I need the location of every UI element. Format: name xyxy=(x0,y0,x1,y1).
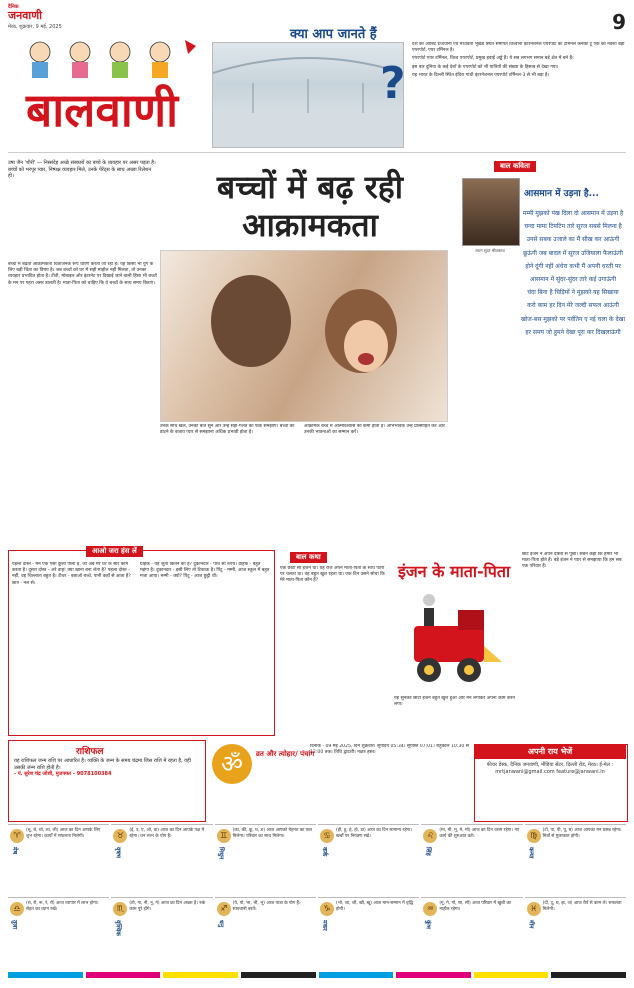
color-registration-bar xyxy=(8,972,626,978)
zodiac-icon: ♓ xyxy=(527,902,541,916)
poem-line: उनसे सबक उजाले का मैं सीख कर आऊंगी xyxy=(526,236,620,244)
horoscope-cell: ♉ वृषभ (ई, उ, ए, ओ, वा) आज का दिन आपके पक्ष में रहेगा। धन लाभ के योग हैं। xyxy=(111,824,212,895)
page-number: 9 xyxy=(612,10,626,34)
zodiac-icon: ♉ xyxy=(113,829,127,843)
poem-section-label: बाल कविता xyxy=(494,161,536,172)
horoscope-cell: ♎ तुला (रा, री, रू, रे, रो) आज व्यापार में लाभ होगा। सेहत का ध्यान रखें। xyxy=(8,897,109,968)
poem-line: चंदा बिना है चिड़ियों ने मुझको यह सिखाया xyxy=(527,289,619,297)
article-column-left: बच्चों में बढ़ती आक्रामकता चिंताजनक रूप धारण करती जा रही है। यह किसी भी युग के लिए बड़ी चिंता का विषय है। जब बच्चों को घर में सही माहौल नहीं मिलता, तो उनका व्यवहार प्रभावित होता है। टीवी, मोबाइल और इंटरनेट पर दिखाई जाने वाली हिंसा भी बच्चों के मन पर गहरा असर डालती है। माता-पिता को चाहिए कि वे बच्चों के साथ समय बिताएं। xyxy=(8,262,157,286)
poem-body xyxy=(520,210,626,540)
zodiac-icon: ♎ xyxy=(10,902,24,916)
story-section-label: बाल कथा xyxy=(290,552,327,563)
poem-line: छूऊंगी जब बादल में सूरज उजियाला फैलाऊंगी xyxy=(523,249,623,257)
story-column-1: एक छोटा सा इंजन था। वह रोज अपने माता-पिता के साथ पटरी पर चलता था। वह बहुत खुश रहता था। एक दिन उसने सोचा कि मेरे माता-पिता कौन हैं? xyxy=(280,566,385,584)
zodiac-icon: ♋ xyxy=(320,829,334,843)
list-item: एयरपोर्ट एयर टर्मिनल, विश्व एयरपोर्ट, प्रमुख हवाई अड्डे हैं। ये सब लगभग समान बड़े क्षेत्र में बने हैं। xyxy=(412,56,574,62)
kya-aap-jante-heading: क्या आप जानते हैं xyxy=(290,27,377,42)
zodiac-icon: ♏ xyxy=(113,902,127,916)
poem-line: करो काम हर दिन मेरे जल्दी सफल आऊंगी xyxy=(527,302,619,310)
horoscope-cell: ♊ मिथुन (का, की, कू, घ, ङ) आज आपको मेहनत का फल मिलेगा। परिवार का साथ मिलेगा। xyxy=(215,824,316,895)
list-item: यह भारत के दिल्ली स्थित इंदिरा गांधी इंटरनेशनल एयरपोर्ट टर्मिनल-3 से भी बड़ा है। xyxy=(412,72,550,78)
om-icon: ॐ xyxy=(212,744,252,784)
list-item: देश की ऑर्बिट राजधानी एवं मध्यवर्ती भूखंड स्थित समर्पित विश्वानी इंटरनेशनल एयरपोर्ट का टर्मिनल कनेक्ट टू एक का नक्शा बड़ा एयरपोर्ट, एयर टर्मिनल है। xyxy=(412,42,625,54)
zodiac-icon: ♈ xyxy=(10,829,24,843)
feedback-address: फीचर डेस्क, दैनिक जनवाणी, मीडिया सेंटर, दिल्ली रोड, मेरठ। ई-मेल : mrtjanwani@gmail.com feature@janwani.in xyxy=(486,762,614,775)
jokes-column-left: पहला दोस्त - मैंने एक ऐसा कुत्ता पाला है, जो अब मेरे घर के सारे काम करता है। दूसरा दोस्त - अरे वाह! क्या खाना बना लेता है? पहला दोस्त - नहीं, वह चिल्लाता बहुत है। टीचर - बताओ बच्चे, पानी कहाँ से आता है? छात्र - नल से। xyxy=(12,562,131,586)
zodiac-icon: ♌ xyxy=(423,829,437,843)
zodiac-icon: ♊ xyxy=(217,829,231,843)
article-headline: बच्चों में बढ़ रही आक्रामकता xyxy=(216,168,404,244)
story-title: इंजन के माता-पिता xyxy=(398,562,511,581)
svg-text:बालवाणी: बालवाणी xyxy=(25,83,179,137)
story-column-bottom: यह सुनकर छोटा इंजन बहुत खुश हुआ और मन लगाकर अपना काम करने लगा। xyxy=(394,696,515,708)
rashiphal-heading: राशिफल xyxy=(76,747,104,757)
zodiac-icon: ♍ xyxy=(527,829,541,843)
story-column-2: छोटे इंजन ने अपने दोस्तों से पूछा। सबने कहा कि हमारे भी माता-पिता होते हैं। बड़े इंजन ने प्यार से समझाया कि हम सब एक परिवार हैं। xyxy=(522,552,622,570)
question-mark-icon: ? xyxy=(380,58,406,109)
zodiac-icon: ♐ xyxy=(217,902,231,916)
poem-line: मम्मी मुझको पंख दिला दो आसमान में उड़ना है xyxy=(522,210,624,217)
horoscope-grid xyxy=(8,824,626,968)
poem-line: खोज-बस मुझको पर पर्वतिन ए नई चला के देखा xyxy=(520,315,626,323)
article-photo xyxy=(160,250,448,422)
article-lead: उषा जैन 'शीरी' — निस्संदेह अच्छे संस्कारों का बच्चे के व्यवहार पर असर पड़ता है। बच्चों को भरपूर प्यार, निष्पक्ष व्यवहार मिले, उनके पेरेंट्स के साथ अच्छा रिलेशन हो। xyxy=(8,160,156,180)
jokes-column-right: ग्राहक - यह जूता कितने का है? दुकानदार - पाँच सौ रुपये। ग्राहक - बहुत महंगा है। दुकानदार - इसी लिए तो टिकाऊ है। पिंटू - मम्मी, आज स्कूल में बहुत मजा आया। मम्मी - क्यों? पिंटू - आज छुट्टी थी। xyxy=(140,562,270,580)
horoscope-cell: ♌ सिंह (मा, मी, मू, मे, मो) आज का दिन उत्तम रहेगा। नए कार्य की शुरुआत करें। xyxy=(421,824,522,895)
poet-caption: श्याम सुंदर श्रीवास्तव xyxy=(475,248,505,253)
horoscope-cell: ♍ कन्या (टो, पा, पी, पू, ष) आज आपका मन प्रसन्न रहेगा। मित्रों से मुलाकात होगी। xyxy=(525,824,626,895)
rashiphal-intro: यह राशिफल जन्म राशि पर आधारित है। व्यक्ति के जन्म के समय चंद्रमा जिस राशि में रहता है, वही उसकी जन्म राशि होती है। - पं. सुरेश चंद्र जोशी, मुजफ्फर - 9078100384 xyxy=(14,758,191,778)
poem-line: आसमान में सुंदर-सुंदर तारे कई उगाऊंगी xyxy=(529,276,617,284)
horoscope-cell: ♋ कर्क (ही, हू, हे, हो, डा) आज का दिन सामान्य रहेगा। खर्चों पर नियंत्रण रखें। xyxy=(318,824,419,895)
airport-photo xyxy=(212,42,404,148)
zodiac-icon: ♑ xyxy=(320,902,334,916)
horoscope-cell: ♓ मीन (दी, दू, थ, झ, ञ) आज धैर्य से काम लें। सफलता मिलेगी। xyxy=(525,897,626,968)
horoscope-cell: ♐ धनु (ये, यो, भा, भी, भू) आज यात्रा के योग हैं। सावधानी बरतें। xyxy=(215,897,316,968)
feedback-heading: अपनी राय भेजें xyxy=(474,744,626,759)
horoscope-cell: ♏ वृश्चिक (तो, ना, नी, नू, ने) आज का दिन अच्छा है। रुके काम पूरे होंगे। xyxy=(111,897,212,968)
panchang-text: दिनांक - 09 मई 2025, दिन शुक्रवार। सूर्योदय 05:34। सूर्यास्त 07:01। राहुकाल 10:30 से 12:00 तक। तिथि द्वादशी। नक्षत्र हस्त। xyxy=(310,744,469,756)
poem-line: हर समय जो हुमने देखा पूरा कर दिखलाऊंगी xyxy=(525,328,621,336)
kids-illustration-icon xyxy=(10,36,200,80)
train-engine-icon xyxy=(394,586,514,692)
list-item: इस बार दुनिया के कई देशों के एयरपोर्ट को भी यात्रियों की संख्या के हिसाब से देखा गया। xyxy=(412,64,559,70)
horoscope-cell: ♈ मेष (चू, चे, चो, ला, ली) आज का दिन आपके लिए शुभ रहेगा। कार्यों में सफलता मिलेगी। xyxy=(8,824,109,895)
article-column-middle-1: उनके साथ खेलें, उनकी बातें सुनें और उन्हें सही-गलत का फर्क समझाएं। बच्चों को डांटने के बजाय प्यार से समझाना अधिक प्रभावी होता है। xyxy=(160,424,295,436)
issue-date: मेरठ, शुक्रवार, 9 मई, 2025 xyxy=(8,24,62,30)
poem-line: होने दूंगी नहीं अंधेरा कभी मैं अपनी धरती पर xyxy=(525,262,621,270)
horoscope-cell: ♒ कुंभ (गू, गे, गो, सा, सी) आज परिवार में खुशी का माहौल रहेगा। xyxy=(421,897,522,968)
zodiac-icon: ♒ xyxy=(423,902,437,916)
publication-logo: दैनिक जनवाणी xyxy=(8,4,43,22)
poet-photo xyxy=(462,178,520,246)
poem-title: आसमान में उड़ना है... xyxy=(524,189,599,199)
article-column-middle-2: आक्रामक बच्चे में आत्मविश्वास की कमी होती है। अभिभावक उन्हें प्रोत्साहित करें और उनकी भावनाओं का सम्मान करें। xyxy=(304,424,445,436)
horoscope-cell: ♑ मकर (भो, जा, जी, खी, खू) आज मान-सम्मान में वृद्धि होगी। xyxy=(318,897,419,968)
panchang-heading: व्रत और त्योहार/ पंचांग xyxy=(256,750,315,758)
jokes-heading: आओ जरा हंस लें xyxy=(86,546,143,557)
kya-fact-list xyxy=(412,42,626,148)
poem-line: चन्दा मामा टिमटिम तारे सूरज सबसे मिलना है xyxy=(524,223,622,231)
masthead-balvani xyxy=(0,78,205,138)
